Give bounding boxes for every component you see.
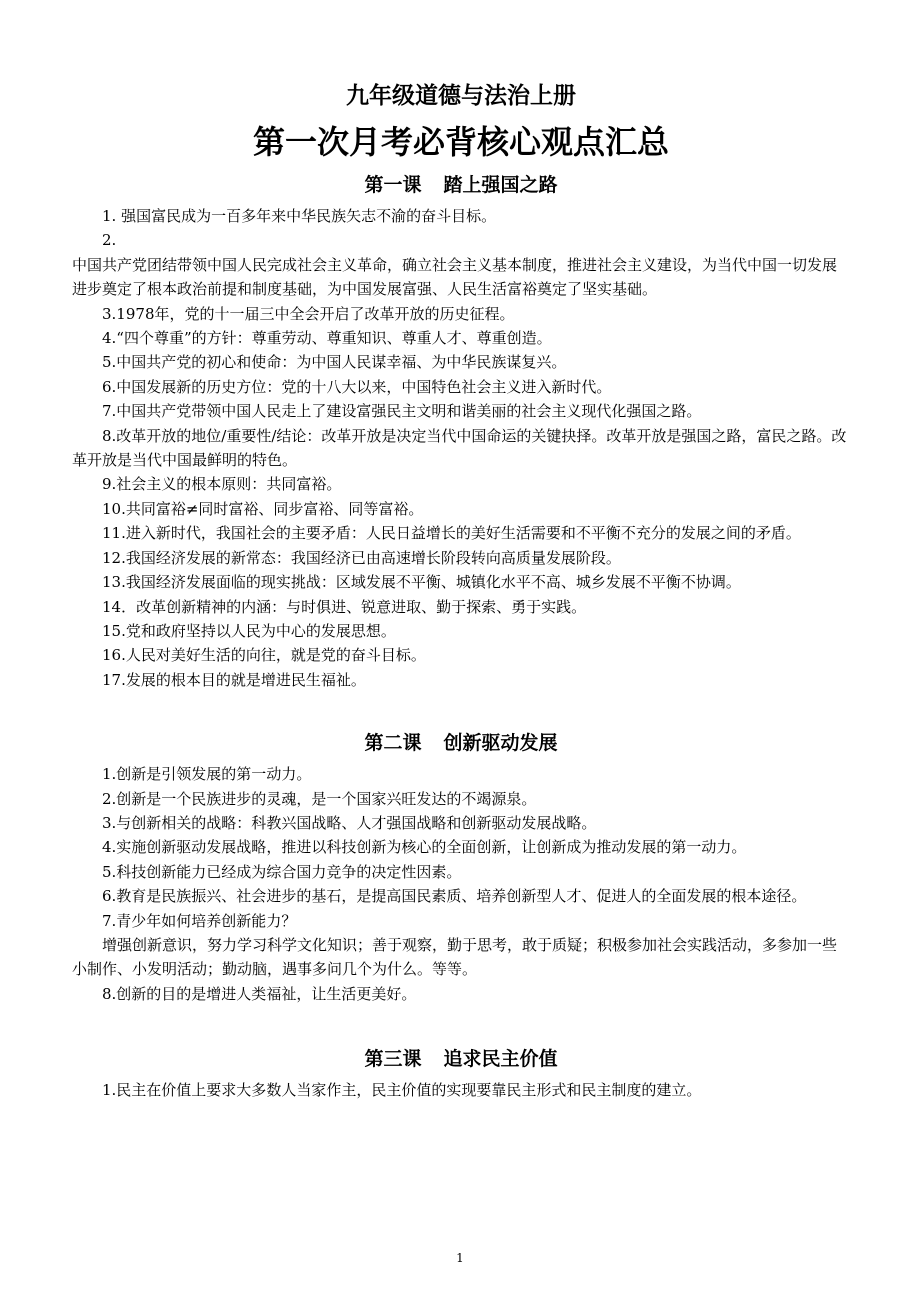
page-number: 1 [456, 1251, 464, 1265]
lesson-2-item: 8.创新的目的是增进人类福祉，让生活更美好。 [102, 984, 417, 1003]
lesson-1-item: 10.共同富裕≠同时富裕、同步富裕、同等富裕。 [102, 499, 424, 518]
lesson-1-item: 中国共产党团结带领中国人民完成社会主义革命，确立社会主义基本制度，推进社会主义建设，为当代中国一切发展进步奠定了根本政治前提和制度基础，为中国发展富强、人民生活富裕奠定了坚实基础。 [72, 255, 838, 299]
lesson-1-item: 3.1978年，党的十一届三中全会开启了改革开放的历史征程。 [102, 304, 515, 323]
lesson-2-number: 第二课 [364, 732, 422, 755]
lesson-2-section [72, 728, 850, 1006]
document-title: 第一次月考必背核心观点汇总 [252, 123, 669, 161]
lesson-2-title: 创新驱动发展 [443, 732, 558, 755]
lesson-3-title: 追求民主价值 [443, 1048, 558, 1071]
lesson-2-item: 6.教育是民族振兴、社会进步的基石，是提高国民素质、培养创新型人才、促进人的全面发展的根本途径。 [102, 887, 807, 906]
lesson-2-item: 3.与创新相关的战略：科教兴国战略、人才强国战略和创新驱动发展战略。 [102, 813, 597, 832]
lesson-1-item: 11.进入新时代，我国社会的主要矛盾：人民日益增长的美好生活需要和不平衡不充分的发展之间的矛盾。 [102, 524, 801, 543]
lesson-2-item: 7.青少年如何培养创新能力？ [102, 911, 297, 930]
document-page [72, 80, 850, 1103]
lesson-1-item: 13.我国经济发展面临的现实挑战：区域发展不平衡、城镇化水平不高、城乡发展不平衡不协调。 [102, 573, 741, 592]
lesson-2-item: 2.创新是一个民族进步的灵魂，是一个国家兴旺发达的不竭源泉。 [102, 789, 537, 808]
lesson-1-item: 9.社会主义的根本原则：共同富裕。 [102, 475, 342, 494]
lesson-1-title: 踏上强国之路 [443, 174, 558, 196]
lesson-3-number: 第三课 [364, 1048, 422, 1071]
lesson-1-item: 2. [102, 231, 117, 250]
lesson-1-number: 第一课 [364, 174, 422, 196]
lesson-1-item: 6.中国发展新的历史方位：党的十八大以来，中国特色社会主义进入新时代。 [102, 377, 612, 396]
lesson-1-item: 12.我国经济发展的新常态：我国经济已由高速增长阶段转向高质量发展阶段。 [102, 548, 621, 567]
lesson-1-item: 1. 强国富民成为一百多年来中华民族矢志不渝的奋斗目标。 [102, 207, 497, 225]
lesson-1-section [72, 170, 850, 692]
lesson-1-item: 8.改革开放的地位/重要性/结论：改革开放是决定当代中国命运的关键抉择。改革开放是强国之路，富民之路。改革开放是当代中国最鲜明的特色。 [72, 426, 847, 470]
lesson-1-item: 7.中国共产党带领中国人民走上了建设富强民主文明和谐美丽的社会主义现代化强国之路。 [102, 402, 702, 421]
document-subtitle: 九年级道德与法治上册 [346, 83, 576, 109]
lesson-1-item: 16.人民对美好生活的向往，就是党的奋斗目标。 [102, 646, 426, 665]
lesson-2-item: 1.创新是引领发展的第一动力。 [102, 765, 312, 784]
lesson-3-item: 1.民主在价值上要求大多数人当家作主，民主价值的实现要靠民主形式和民主制度的建立。 [102, 1081, 702, 1100]
lesson-2-heading [72, 728, 850, 758]
lesson-2-item: 增强创新意识，努力学习科学文化知识；善于观察，勤于思考，敢于质疑；积极参加社会实践活动，多参加一些小制作、小发明活动；勤动脑，遇事多问几个为什么。等等。 [72, 935, 838, 979]
lesson-1-item: 14．改革创新精神的内涵：与时俱进、锐意进取、勤于探索、勇于实践。 [102, 597, 587, 616]
lesson-3-section [72, 1044, 850, 1102]
lesson-2-item: 5.科技创新能力已经成为综合国力竞争的决定性因素。 [102, 862, 462, 881]
lesson-1-item: 17.发展的根本目的就是增进民生福祉。 [102, 670, 366, 689]
lesson-1-heading [72, 170, 850, 200]
lesson-2-item: 4.实施创新驱动发展战略，推进以科技创新为核心的全面创新，让创新成为推动发展的第一动力。 [102, 838, 747, 857]
lesson-1-item: 15.党和政府坚持以人民为中心的发展思想。 [102, 621, 396, 640]
lesson-1-item: 4.“四个尊重”的方针：尊重劳动、尊重知识、尊重人才、尊重创造。 [102, 329, 552, 348]
lesson-1-item: 5.中国共产党的初心和使命：为中国人民谋幸福、为中华民族谋复兴。 [102, 353, 567, 372]
lesson-3-heading [72, 1044, 850, 1074]
